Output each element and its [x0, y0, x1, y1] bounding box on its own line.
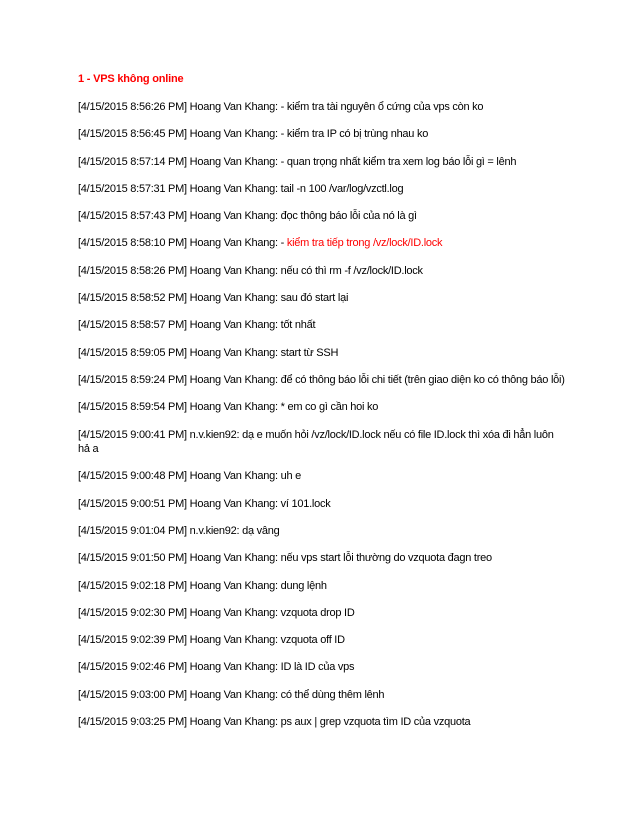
chat-message: Hoang Van Khang: vzquota drop ID: [186, 606, 355, 619]
chat-line: [78, 688, 566, 703]
chat-line: [78, 400, 566, 415]
chat-timestamp: [4/15/2015 9:01:50 PM]: [78, 552, 187, 565]
chat-message: Hoang Van Khang: ví 101.lock: [186, 497, 331, 510]
chat-line: [78, 660, 566, 675]
chat-message: Hoang Van Khang: * em co gì cần hoi ko: [186, 401, 379, 414]
chat-message: Hoang Van Khang: vzquota off ID: [186, 634, 345, 647]
chat-message: Hoang Van Khang: nếu vps start lỗi thường do vzquota đagn treo: [186, 552, 492, 565]
chat-message: n.v.kien92: dạ e muốn hỏi /vz/lock/ID.lock nếu có file ID.lock thì xóa đi hẳn luôn hả a: [78, 428, 554, 456]
chat-message: Hoang Van Khang: có thể dùng thêm lênh: [186, 688, 385, 701]
chat-message: Hoang Van Khang: nếu có thì rm -f /vz/lock/ID.lock: [186, 264, 423, 277]
chat-message: Hoang Van Khang: dung lệnh: [186, 579, 327, 592]
chat-message: Hoang Van Khang: ps aux | grep vzquota tìm ID của vzquota: [186, 716, 471, 729]
chat-timestamp: [4/15/2015 9:03:25 PM]: [78, 716, 187, 729]
chat-timestamp: [4/15/2015 9:00:41 PM]: [78, 428, 187, 441]
chat-line: [78, 428, 566, 457]
chat-line: [78, 100, 566, 115]
chat-timestamp: [4/15/2015 8:58:52 PM]: [78, 292, 187, 305]
chat-message: Hoang Van Khang: - kiểm tra tài nguyên ổ cứng của vps còn ko: [186, 101, 484, 113]
chat-line: [78, 469, 566, 484]
chat-message: Hoang Van Khang: tail -n 100 /var/log/vzctl.log: [186, 182, 404, 195]
chat-timestamp: [4/15/2015 9:00:48 PM]: [78, 470, 187, 483]
chat-timestamp: [4/15/2015 8:59:05 PM]: [78, 346, 187, 359]
chat-line: [78, 236, 566, 251]
chat-timestamp: [4/15/2015 9:02:39 PM]: [78, 634, 187, 647]
chat-line: [78, 606, 566, 621]
document-content: [78, 72, 566, 742]
chat-timestamp: [4/15/2015 9:02:46 PM]: [78, 661, 187, 674]
chat-timestamp: [4/15/2015 8:58:10 PM]: [78, 237, 187, 250]
chat-message: Hoang Van Khang: để có thông báo lỗi chi tiết (trên giao diện ko có thông báo lỗi): [186, 373, 565, 386]
chat-message: Hoang Van Khang: đọc thông báo lỗi của nó là gì: [186, 210, 417, 223]
chat-timestamp: [4/15/2015 8:58:57 PM]: [78, 319, 187, 332]
chat-timestamp: [4/15/2015 9:01:04 PM]: [78, 524, 187, 537]
chat-message: Hoang Van Khang: -: [186, 237, 287, 250]
chat-line: [78, 182, 566, 197]
chat-timestamp: [4/15/2015 9:00:51 PM]: [78, 497, 187, 510]
chat-timestamp: [4/15/2015 8:58:26 PM]: [78, 264, 187, 277]
chat-line: [78, 155, 566, 170]
chat-message: Hoang Van Khang: uh e: [186, 470, 302, 483]
chat-timestamp: [4/15/2015 8:57:14 PM]: [78, 155, 187, 168]
chat-timestamp: [4/15/2015 9:02:30 PM]: [78, 606, 187, 619]
chat-line: [78, 127, 566, 142]
chat-message: Hoang Van Khang: start từ SSH: [186, 346, 339, 359]
section-heading: 1 - VPS không online: [78, 73, 184, 85]
chat-timestamp: [4/15/2015 8:59:24 PM]: [78, 373, 187, 386]
chat-message: Hoang Van Khang: - quan trọng nhất kiểm tra xem log báo lỗi gì = lênh: [186, 155, 517, 168]
chat-line: [78, 715, 566, 730]
chat-message-highlight: kiểm tra tiếp trong /vz/lock/ID.lock: [286, 237, 443, 250]
chat-message: Hoang Van Khang: sau đó start lại: [186, 292, 349, 305]
chat-line: [78, 579, 566, 594]
chat-message: Hoang Van Khang: - kiểm tra IP có bị trùng nhau ko: [186, 128, 429, 141]
chat-line: [78, 373, 566, 388]
chat-timestamp: [4/15/2015 8:56:26 PM]: [78, 101, 187, 113]
chat-timestamp: [4/15/2015 8:59:54 PM]: [78, 401, 187, 414]
chat-line: [78, 551, 566, 566]
chat-timestamp: [4/15/2015 9:02:18 PM]: [78, 579, 187, 592]
chat-line: [78, 291, 566, 306]
chat-timestamp: [4/15/2015 8:57:43 PM]: [78, 210, 187, 223]
chat-line: [78, 209, 566, 224]
chat-line: [78, 264, 566, 279]
chat-line: [78, 497, 566, 512]
chat-log: [78, 100, 566, 730]
chat-timestamp: [4/15/2015 9:03:00 PM]: [78, 688, 187, 701]
chat-line: [78, 346, 566, 361]
chat-message: n.v.kien92: dạ vâng: [186, 524, 280, 537]
chat-message: Hoang Van Khang: tốt nhất: [186, 319, 316, 332]
chat-timestamp: [4/15/2015 8:56:45 PM]: [78, 128, 187, 141]
chat-line: [78, 524, 566, 539]
chat-line: [78, 633, 566, 648]
chat-message: Hoang Van Khang: ID là ID của vps: [186, 661, 355, 674]
chat-line: [78, 318, 566, 333]
chat-timestamp: [4/15/2015 8:57:31 PM]: [78, 182, 187, 195]
